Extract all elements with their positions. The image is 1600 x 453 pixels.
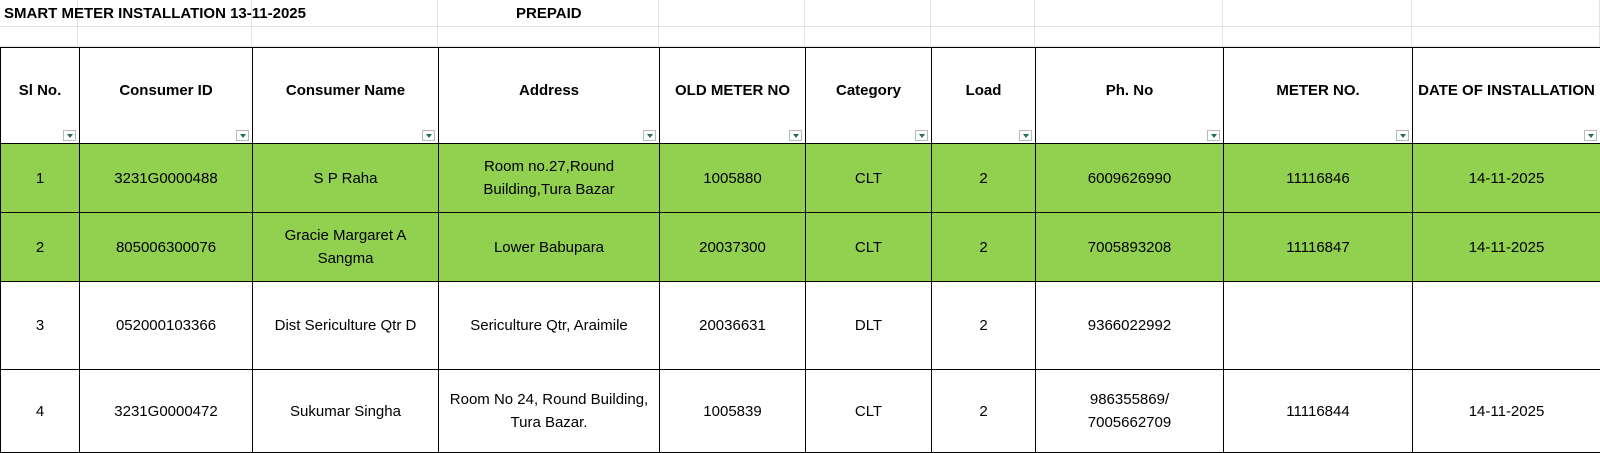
cell-sl-no[interactable]: 4 [1,370,80,453]
cell-category[interactable]: DLT [806,282,932,370]
filter-dropdown-icon[interactable] [422,130,435,141]
table-row [1,213,1600,282]
cell-address[interactable]: Lower Babupara [439,213,660,282]
cell-address[interactable]: Sericulture Qtr, Araimile [439,282,660,370]
empty-row [0,27,1600,47]
cell-consumer-id[interactable]: 805006300076 [80,213,253,282]
cell-date-of-installation[interactable]: 14-11-2025 [1413,370,1600,453]
cell-ph-no[interactable]: 9366022992 [1036,282,1224,370]
cell-load[interactable]: 2 [932,282,1036,370]
sheet-title[interactable]: SMART METER INSTALLATION 13-11-2025 [4,5,306,22]
header-ph-no[interactable]: Ph. No [1036,48,1224,144]
cell-date-of-installation[interactable]: 14-11-2025 [1413,144,1600,213]
header-consumer-name[interactable]: Consumer Name [253,48,439,144]
cell-consumer-name[interactable]: S P Raha [253,144,439,213]
cell-category[interactable]: CLT [806,213,932,282]
header-address[interactable]: Address [439,48,660,144]
header-load[interactable]: Load [932,48,1036,144]
header-row [1,48,1600,144]
cell-load[interactable]: 2 [932,144,1036,213]
header-sl-no[interactable]: Sl No. [1,48,80,144]
table-row [1,370,1600,453]
cell-consumer-name[interactable]: Gracie Margaret A Sangma [253,213,439,282]
filter-dropdown-icon[interactable] [236,130,249,141]
cell-date-of-installation[interactable] [1413,282,1600,370]
cell-category[interactable]: CLT [806,144,932,213]
cell-sl-no[interactable]: 2 [1,213,80,282]
cell-consumer-id[interactable]: 052000103366 [80,282,253,370]
cell-ph-no[interactable]: 986355869/ 7005662709 [1036,370,1224,453]
filter-dropdown-icon[interactable] [63,130,76,141]
filter-dropdown-icon[interactable] [915,130,928,141]
filter-dropdown-icon[interactable] [1019,130,1032,141]
cell-address[interactable]: Room no.27,Round Building,Tura Bazar [439,144,660,213]
sheet-subtitle[interactable]: PREPAID [516,5,582,22]
filter-dropdown-icon[interactable] [1207,130,1220,141]
cell-consumer-id[interactable]: 3231G0000488 [80,144,253,213]
cell-load[interactable]: 2 [932,370,1036,453]
cell-meter-no[interactable]: 11116847 [1224,213,1413,282]
cell-category[interactable]: CLT [806,370,932,453]
cell-consumer-id[interactable]: 3231G0000472 [80,370,253,453]
cell-meter-no[interactable] [1224,282,1413,370]
cell-old-meter-no[interactable]: 20037300 [660,213,806,282]
filter-dropdown-icon[interactable] [789,130,802,141]
header-consumer-id[interactable]: Consumer ID [80,48,253,144]
filter-dropdown-icon[interactable] [643,130,656,141]
cell-sl-no[interactable]: 1 [1,144,80,213]
cell-meter-no[interactable]: 11116846 [1224,144,1413,213]
cell-ph-no[interactable]: 7005893208 [1036,213,1224,282]
cell-old-meter-no[interactable]: 20036631 [660,282,806,370]
table-row [1,144,1600,213]
cell-old-meter-no[interactable]: 1005880 [660,144,806,213]
cell-ph-no[interactable]: 6009626990 [1036,144,1224,213]
cell-load[interactable]: 2 [932,213,1036,282]
header-old-meter-no[interactable]: OLD METER NO [660,48,806,144]
filter-dropdown-icon[interactable] [1396,130,1409,141]
table-row [1,282,1600,370]
installation-table [0,47,1600,453]
cell-consumer-name[interactable]: Dist Sericulture Qtr D [253,282,439,370]
filter-dropdown-icon[interactable] [1584,130,1597,141]
cell-date-of-installation[interactable]: 14-11-2025 [1413,213,1600,282]
title-row [0,0,1600,27]
cell-sl-no[interactable]: 3 [1,282,80,370]
cell-address[interactable]: Room No 24, Round Building, Tura Bazar. [439,370,660,453]
header-meter-no[interactable]: METER NO. [1224,48,1413,144]
header-category[interactable]: Category [806,48,932,144]
cell-consumer-name[interactable]: Sukumar Singha [253,370,439,453]
header-date-of-installation[interactable]: DATE OF INSTALLATION [1413,48,1600,144]
cell-old-meter-no[interactable]: 1005839 [660,370,806,453]
cell-meter-no[interactable]: 11116844 [1224,370,1413,453]
